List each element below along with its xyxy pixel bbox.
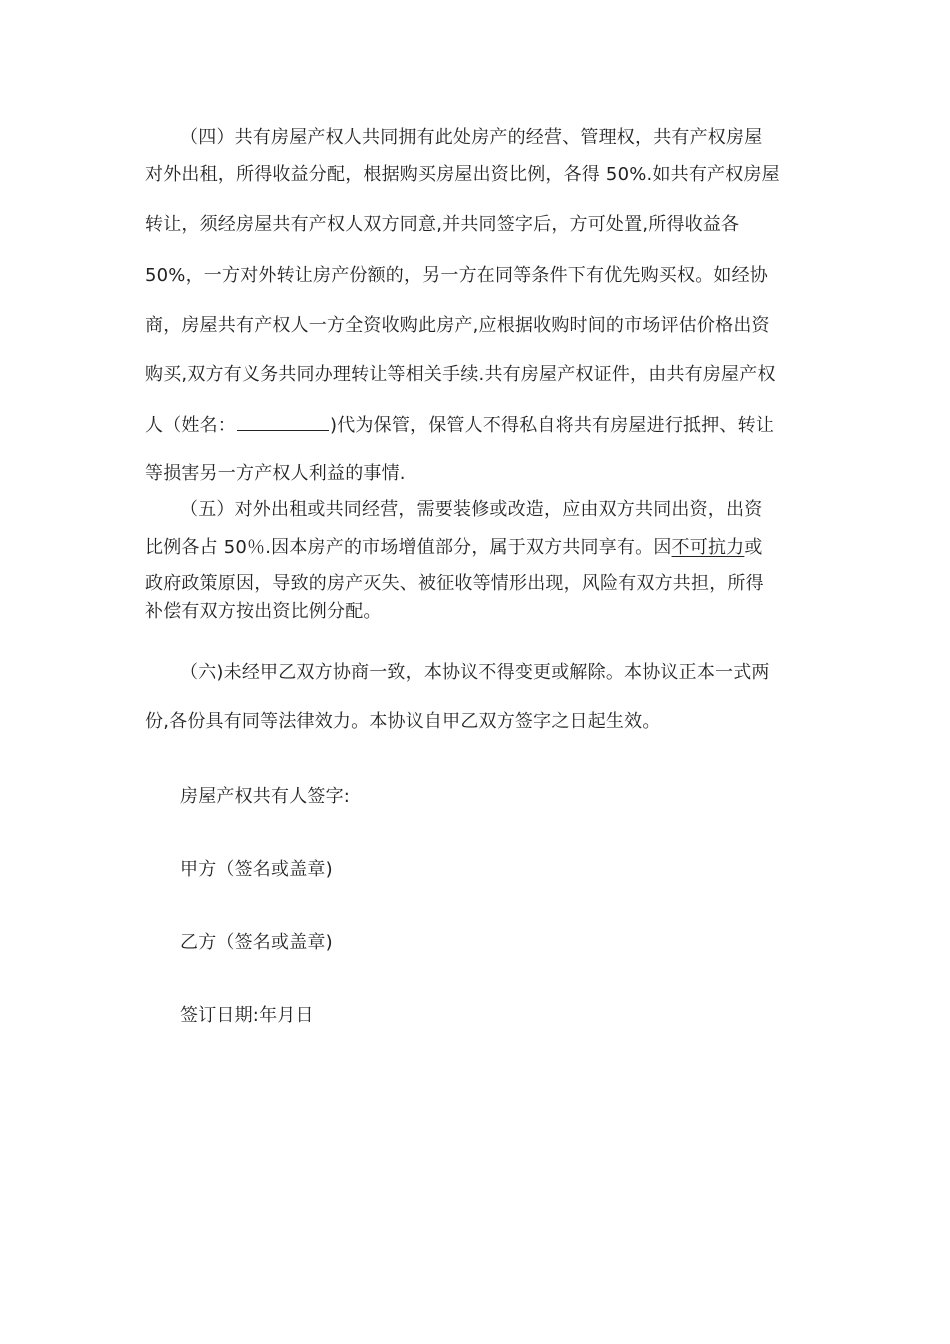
clause-4-line-2: 对外出租，所得收益分配，根据购买房屋出资比例，各得 50%.如共有产权房屋 <box>145 164 780 185</box>
custodian-name-blank[interactable] <box>237 412 329 431</box>
clause-5-line-2 <box>145 536 810 560</box>
signature-title: 房屋产权共有人签字: <box>180 786 351 807</box>
clause-4-line-8: 等损害另一方产权人利益的事情. <box>145 463 406 484</box>
clause-5-line-3: 政府政策原因，导致的房产灭失、被征收等情形出现，风险有双方共担，所得 <box>145 573 764 594</box>
party-a-signature: 甲方（签名或盖章) <box>180 859 333 880</box>
clause-4-line-5: 商，房屋共有产权人一方全资收购此房产,应根据收购时间的市场评估价格出资 <box>145 315 770 336</box>
party-b-signature: 乙方（签名或盖章) <box>180 932 333 953</box>
clause-4-line-6: 购买,双方有义务共同办理转让等相关手续.共有房屋产权证件，由共有房屋产权 <box>145 364 776 385</box>
clause-4-line-4: 50%，一方对外转让房产份额的，另一方在同等条件下有优先购买权。如经协 <box>145 265 769 286</box>
clause-4-line-7 <box>145 412 810 438</box>
custodian-text: )代为保管，保管人不得私自将共有房屋进行抵押、转让 <box>330 415 775 436</box>
clause-5-line-4: 补偿有双方按出资比例分配。 <box>145 601 382 622</box>
clause-4-line-3: 转让，须经房屋共有产权人双方同意,并共同签字后，方可处置,所得收益各 <box>145 214 740 235</box>
clause-4-line-1: （四）共有房屋产权人共同拥有此处房产的经营、管理权，共有产权房屋 <box>180 127 763 148</box>
force-majeure-link[interactable]: 不可抗力 <box>671 537 745 558</box>
clause-5-line-2-end: 或 <box>744 537 763 558</box>
signing-date: 签订日期:年月日 <box>180 1005 314 1026</box>
clause-5-line-1: （五）对外出租或共同经营，需要装修或改造，应由双方共同出资，出资 <box>180 499 763 520</box>
custodian-label: 人（姓名： <box>145 415 236 436</box>
clause-6-line-1: （六)未经甲乙双方协商一致，本协议不得变更或解除。本协议正本一式两 <box>180 662 770 683</box>
clause-6-line-2: 份,各份具有同等法律效力。本协议自甲乙双方签字之日起生效。 <box>145 711 661 732</box>
clause-5-line-2-text: 比例各占 50％.因本房产的市场增值部分，属于双方共同享有。因 <box>145 537 672 558</box>
